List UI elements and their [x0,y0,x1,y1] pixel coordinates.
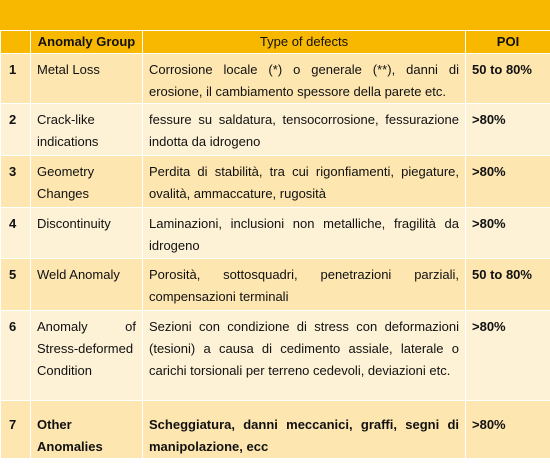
anomaly-group: Metal Loss [31,54,143,104]
row-number: 4 [1,208,31,259]
defect-types: Sezioni con condizione di stress con deformazioni (tesioni) a causa di cedimento assiale, laterale o carichi torsionali per terreno cedevoli, deviazioni etc. [143,311,466,401]
header-row [1,31,550,54]
table-row [1,54,550,104]
table-row [1,259,550,311]
table-row [1,311,550,401]
anomaly-group: Other Anomalies [31,401,143,459]
poi-value: >80% [466,208,550,259]
defect-types: fessure su saldatura, tensocorrosione, fessurazione indotta da idrogeno [143,104,466,156]
table-row [1,156,550,208]
defect-types: Laminazioni, inclusioni non metalliche, fragilità da idrogeno [143,208,466,259]
row-number: 7 [1,401,31,459]
row-number: 2 [1,104,31,156]
defect-types: Scheggiatura, danni meccanici, graffi, segni di manipolazione, ecc [143,401,466,459]
row-number: 5 [1,259,31,311]
defect-types: Porosità, sottosquadri, penetrazioni parziali, compensazioni terminali [143,259,466,311]
defect-types: Perdita di stabilità, tra cui rigonfiamenti, piegature, ovalità, ammaccature, rugosità [143,156,466,208]
poi-value: >80% [466,401,550,459]
table-row [1,401,550,459]
anomaly-group: Discontinuity [31,208,143,259]
row-number: 1 [1,54,31,104]
header-type-of-defects: Type of defects [143,31,466,54]
table-row [1,208,550,259]
anomaly-table [0,30,550,459]
table-row [1,104,550,156]
defect-types: Corrosione locale (*) o generale (**), danni di erosione, il cambiamento spessore della parete etc. [143,54,466,104]
poi-value: 50 to 80% [466,54,550,104]
anomaly-group: Anomaly of Stress-deformed Condition [31,311,143,401]
poi-value: >80% [466,156,550,208]
row-number: 3 [1,156,31,208]
poi-value: 50 to 80% [466,259,550,311]
anomaly-group: Weld Anomaly [31,259,143,311]
poi-value: >80% [466,104,550,156]
top-band [0,0,550,30]
anomaly-group: Geometry Changes [31,156,143,208]
anomaly-group: Crack-like indications [31,104,143,156]
poi-value: >80% [466,311,550,401]
header-poi: POI [466,31,550,54]
header-number [1,31,31,54]
header-anomaly-group: Anomaly Group [31,31,143,54]
row-number: 6 [1,311,31,401]
